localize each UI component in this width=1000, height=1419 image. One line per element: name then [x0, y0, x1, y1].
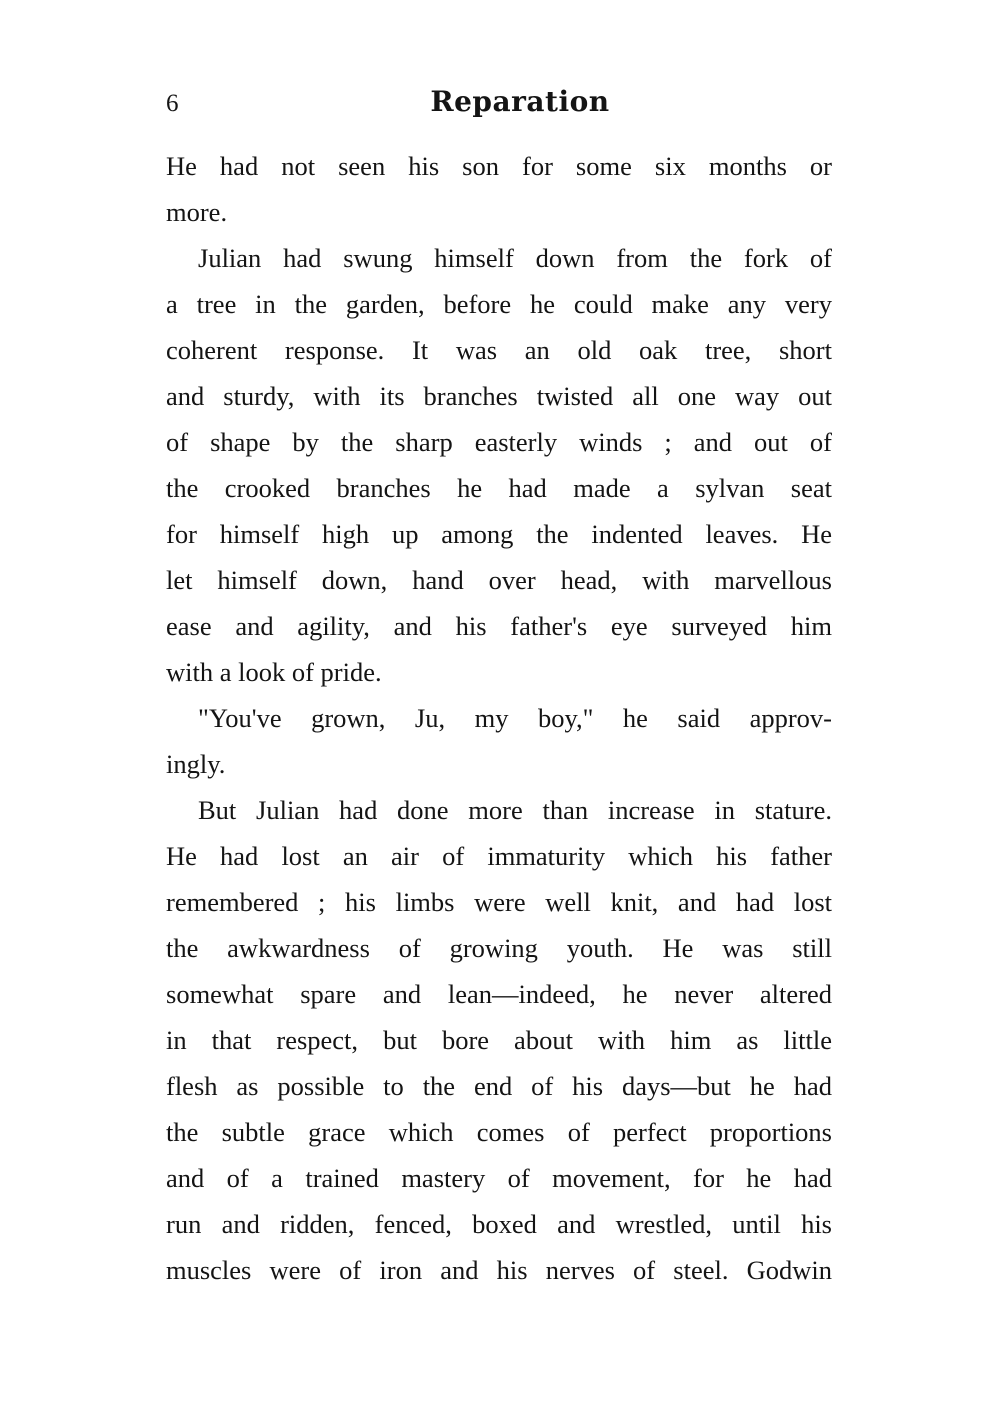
text-line: coherent response. It was an old oak tree, short — [166, 335, 832, 365]
text-line: ease and agility, and his father's eye surveyed him — [166, 611, 832, 641]
text-line: somewhat spare and lean—indeed, he never altered — [166, 979, 832, 1009]
text-line: and of a trained mastery of movement, for he had — [166, 1163, 832, 1193]
text-line: more. — [166, 197, 228, 227]
text-line: flesh as possible to the end of his days—but he had — [166, 1071, 832, 1101]
text-line: run and ridden, fenced, boxed and wrestled, until his — [166, 1209, 832, 1239]
text-line: muscles were of iron and his nerves of steel. Godwin — [166, 1255, 832, 1285]
body-text — [166, 143, 832, 1293]
text-line: let himself down, hand over head, with marvellous — [166, 565, 832, 595]
text-line: But Julian had done more than increase in stature. — [198, 795, 832, 825]
text-line: the crooked branches he had made a sylvan seat — [166, 473, 832, 503]
running-title: Reparation — [430, 85, 610, 118]
page-header — [166, 84, 834, 124]
text-line: in that respect, but bore about with him as little — [166, 1025, 832, 1055]
text-line: a tree in the garden, before he could make any very — [166, 289, 832, 319]
text-line: ingly. — [166, 749, 226, 779]
text-line: "You've grown, Ju, my boy," he said approv- — [198, 703, 832, 733]
text-line: for himself high up among the indented leaves. He — [166, 519, 832, 549]
text-line: and sturdy, with its branches twisted all one way out — [166, 381, 832, 411]
text-line: He had not seen his son for some six months or — [166, 151, 832, 181]
text-line: He had lost an air of immaturity which his father — [166, 841, 832, 871]
text-line: with a look of pride. — [166, 657, 382, 687]
text-line: remembered ; his limbs were well knit, and had lost — [166, 887, 832, 917]
text-line: of shape by the sharp easterly winds ; and out of — [166, 427, 832, 457]
page-number: 6 — [166, 90, 179, 117]
text-line: the awkwardness of growing youth. He was still — [166, 933, 832, 963]
text-line: the subtle grace which comes of perfect proportions — [166, 1117, 832, 1147]
text-line: Julian had swung himself down from the fork of — [198, 243, 832, 273]
